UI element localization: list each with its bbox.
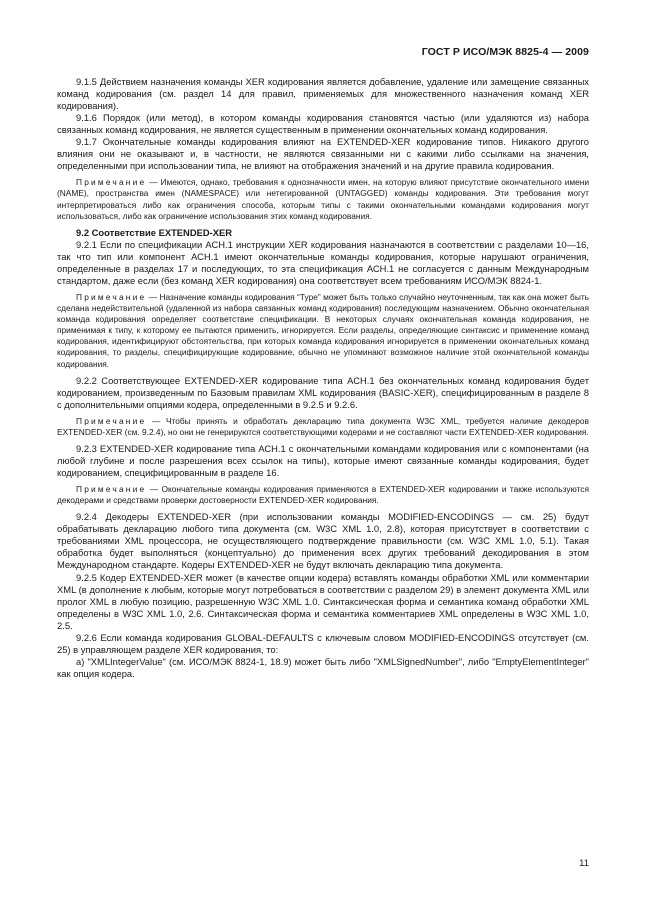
paragraph-9-2-4: 9.2.4 Декодеры EXTENDED-XER (при использовании команды MODIFIED-ENCODINGS — см. 25) будут обрабатывать декларацию любого типа документа (см. W3C XML 1.0, 2.8), которая присутствует в соответствии с требованиями XML процессора, не осуществляющего подтверждение правильности (см. W3C XML 1.0, 5.1). Такая обработка будет выполняться (концептуально) до применения всех других требований декодирования в этом Международном стандарте. Кодеры EXTENDED-XER не будут включать декларацию типа документа.	[57, 511, 589, 571]
note-text: — Имеются, однако, требования к однозначности имен, на которую влияют присутствие окончательного имени (NAME), пространства имен (NAMESPACE) или нетегированной (UNTAGGED) команды кодирования. Эти требования могут интерпретироваться либо как ограничения способа, которым типы с такими окончательными командами кодирования могут использоваться, либо как ограничение использования этих команд кодирования.	[57, 177, 589, 221]
paragraph-9-2-1: 9.2.1 Если по спецификации АСН.1 инструкции XER кодирования назначаются в соответствии с разделами 10—16, так что тип или компонент АСН.1 имеют окончательные команды кодирования, которые нарушают ограничения, определенные в разделах 17 и последующих, то эта спецификация АСН.1 не согласуется с данным Международным стандартом, даже если (без команд XER кодирования) она соответствует всем требованиям ИСО/МЭК 8824-1.	[57, 238, 589, 286]
note-label: Примечание	[76, 415, 147, 426]
note-label: Примечание	[76, 291, 147, 302]
note-3	[57, 416, 589, 438]
paragraph-9-2-5: 9.2.5 Кодер EXTENDED-XER может (в качестве опции кодера) вставлять команды обработки XML или комментарии XML (в дополнение к любым, которые могут потребоваться в соответствии с разделом 29) в элемент документа XML или пролог XML в любую позицию, разрешенную W3C XML 1.0. Синтаксическая форма и семантика команд обработки XML определены в W3C XML 1.0, 2.6. Синтаксическая форма и семантика комментариев XML определены в W3C XML 1.0, 2.5.	[57, 571, 589, 631]
standard-header: ГОСТ Р ИСО/МЭК 8825-4 — 2009	[421, 46, 589, 58]
paragraph-9-1-6: 9.1.6 Порядок (или метод), в котором команды кодирования становятся частью (или удаляются из) набора связанных команд кодирования, не является существенным в применении окончательных команд кодирования.	[57, 112, 589, 136]
note-text: — Окончательные команды кодирования применяются в EXTENDED-XER кодировании и также используются декодерами и средствами проверки достоверности EXTENDED-XER кодирования.	[57, 484, 589, 506]
page-number: 11	[579, 858, 589, 869]
paragraph-9-2-2: 9.2.2 Соответствующее EXTENDED-XER кодирование типа АСН.1 без окончательных команд кодирования будет кодированием, произведенным по Базовым правилам XML кодирования (BASIC-XER), специфицированным в разделе 8 с дополнительными опциями кодера, определенными в 9.2.5 и 9.2.6.	[57, 374, 589, 410]
paragraph-9-2-6: 9.2.6 Если команда кодирования GLOBAL-DEFAULTS с ключевым словом MODIFIED-ENCODINGS отсутствует (см. 25) в управляющем разделе XER кодирования, то:	[57, 631, 589, 655]
note-label: Примечание	[76, 484, 147, 495]
note-text: — Чтобы принять и обработать декларацию типа документа W3C XML, требуется наличие декодеров EXTENDED-XER (см. 9.2.4), но они не генерируются соответствующими кодерами и не составляют части EXTENDED-XER кодирования.	[57, 415, 589, 437]
list-item-a: a) "XMLIntegerValue" (см. ИСО/МЭК 8824-1, 18.9) может быть либо "XMLSignedNumber", либо "EmptyElementInteger" как опция кодера.	[57, 655, 589, 679]
paragraph-9-1-5: 9.1.5 Действием назначения команды XER кодирования является добавление, удаление или замещение связанных команд кодирования (см. раздел 14 для правил, применяемых для множественного назначения команд XER кодирования).	[57, 76, 589, 112]
note-1	[57, 177, 589, 221]
document-body	[57, 76, 589, 680]
paragraph-9-2-3: 9.2.3 EXTENDED-XER кодирование типа АСН.1 с окончательными командами кодирования или с компонентами (на любой глубине и после разрешения всех ссылок на типы), которые имеют связанные команды кодирования, будет кодированием, специфицированным в разделе 16.	[57, 442, 589, 479]
paragraph-9-1-7: 9.1.7 Окончательные команды кодирования влияют на EXTENDED-XER кодирование типов. Никакого другого влияния они не оказывают и, в частности, не являются связанными ни с какими либо ссылками на значения, определенными при использовании типа, не влияют на отображения значений и на другие правила кодирования.	[57, 136, 589, 172]
section-heading-9-2: 9.2 Соответствие EXTENDED-XER	[76, 226, 233, 238]
note-label: Примечание	[76, 177, 147, 188]
note-4	[57, 484, 589, 506]
note-text: — Назначение команды кодирования “Type” может быть только случайно неуточненным, так как она может быть сделана недействительной (удаленной из набора связанных команд кодирования) последующим назначением. Обычно окончательная команда кодирования определяет соответствие спецификации. В некоторых случаях окончательная команда кодирования, не применимая к типу, к которому ее пытаются применить, игнорируется. Если разделы, определяющие синтаксис и применение команд кодирования, идентифицируют обстоятельства, при которых команда кодирования игнорируется в применении окончательных команд кодирования, то разделы, специфицирующие кодирование, обычно не упоминают возможное наличие этой окончательной команды кодирования.	[57, 291, 589, 369]
note-2	[57, 292, 589, 370]
